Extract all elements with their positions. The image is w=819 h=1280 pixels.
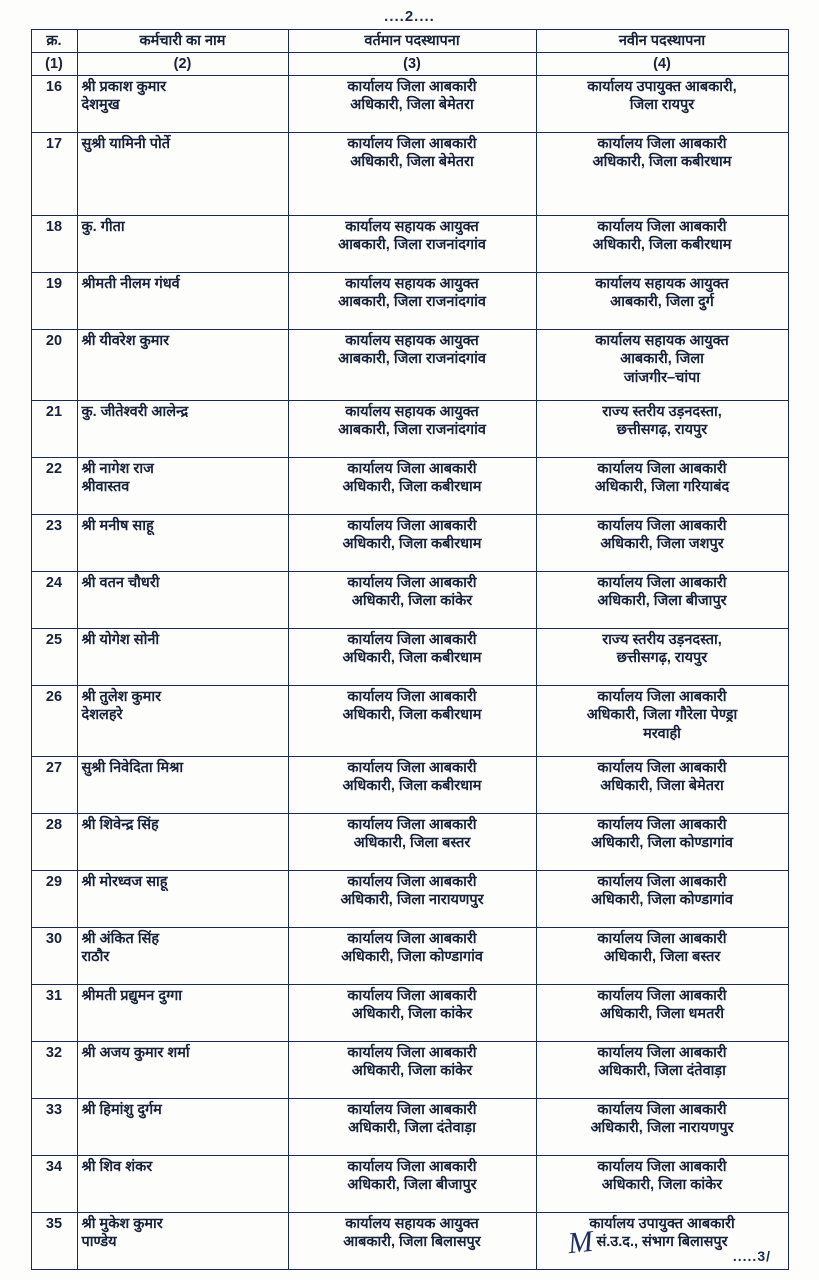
row-new-posting-line: अधिकारी, जिला कबीरधाम bbox=[592, 237, 732, 254]
row-new-posting bbox=[536, 928, 788, 985]
row-employee-name bbox=[77, 572, 288, 629]
row-current-posting bbox=[288, 330, 536, 401]
row-new-posting-line: कार्यालय सहायक आयुक्त bbox=[595, 276, 729, 293]
row-current-posting-line: कार्यालय जिला आबकारी bbox=[347, 79, 477, 96]
row-current-posting bbox=[288, 1156, 536, 1213]
row-new-posting-line: अधिकारी, जिला दंतेवाड़ा bbox=[598, 1063, 726, 1080]
table-row bbox=[31, 76, 788, 133]
table-row bbox=[31, 1099, 788, 1156]
row-current-posting bbox=[288, 572, 536, 629]
row-serial: 27 bbox=[31, 757, 77, 814]
row-employee-name-line: श्री मुकेश कुमार bbox=[81, 1216, 163, 1233]
row-new-posting-line: राज्य स्तरीय उड़नदस्ता, bbox=[602, 632, 722, 649]
row-current-posting-line: अधिकारी, जिला कोण्डागांव bbox=[341, 949, 483, 966]
row-employee-name bbox=[77, 757, 288, 814]
row-employee-name bbox=[77, 985, 288, 1042]
row-current-posting bbox=[288, 133, 536, 216]
row-employee-name-line: सुश्री निवेदिता मिश्रा bbox=[81, 760, 184, 777]
table-row bbox=[31, 629, 788, 686]
row-new-posting-line: कार्यालय जिला आबकारी bbox=[597, 988, 727, 1005]
row-new-posting-line: राज्य स्तरीय उड़नदस्ता, bbox=[602, 404, 722, 421]
row-serial: 33 bbox=[31, 1099, 77, 1156]
row-current-posting-line: कार्यालय जिला आबकारी bbox=[347, 575, 477, 592]
row-current-posting-line: अधिकारी, जिला कबीरधाम bbox=[342, 707, 482, 724]
row-current-posting bbox=[288, 757, 536, 814]
row-serial: 22 bbox=[31, 458, 77, 515]
row-new-posting-line: छत्तीसगढ़, रायपुर bbox=[616, 650, 708, 667]
row-employee-name bbox=[77, 1042, 288, 1099]
row-employee-name-line: श्री नागेश राज bbox=[81, 461, 154, 478]
row-new-posting-line: अधिकारी, जिला जशपुर bbox=[600, 536, 724, 553]
row-employee-name-line: कु. जीतेश्वरी आलेन्द्र bbox=[81, 404, 189, 421]
row-current-posting-line: कार्यालय जिला आबकारी bbox=[347, 817, 477, 834]
column-number-2: (2) bbox=[77, 53, 288, 76]
row-employee-name-line: श्रीमती प्रद्युमन दुग्गा bbox=[81, 988, 183, 1005]
row-employee-name bbox=[77, 814, 288, 871]
row-current-posting-line: अधिकारी, जिला नारायणपुर bbox=[340, 892, 484, 909]
row-new-posting-line: कार्यालय जिला आबकारी bbox=[597, 1045, 727, 1062]
row-serial: 23 bbox=[31, 515, 77, 572]
row-new-posting-line: कार्यालय जिला आबकारी bbox=[597, 461, 727, 478]
row-current-posting-line: कार्यालय जिला आबकारी bbox=[347, 1045, 477, 1062]
row-new-posting-line: आबकारी, जिला दुर्ग bbox=[610, 294, 714, 311]
row-new-posting bbox=[536, 273, 788, 330]
row-serial: 30 bbox=[31, 928, 77, 985]
row-new-posting bbox=[536, 133, 788, 216]
row-employee-name bbox=[77, 629, 288, 686]
row-employee-name-line: श्री शिवेन्द्र सिंह bbox=[81, 817, 159, 834]
row-new-posting-line: मरवाही bbox=[643, 725, 681, 742]
row-new-posting-line: कार्यालय जिला आबकारी bbox=[597, 136, 727, 153]
row-current-posting bbox=[288, 1042, 536, 1099]
row-current-posting-line: कार्यालय जिला आबकारी bbox=[347, 1102, 477, 1119]
row-current-posting bbox=[288, 216, 536, 273]
row-serial: 18 bbox=[31, 216, 77, 273]
signature-mark: M bbox=[566, 1224, 595, 1261]
row-current-posting-line: आबकारी, जिला राजनांदगांव bbox=[338, 294, 486, 311]
row-new-posting-line: सं.उ.द., संभाग बिलासपुर bbox=[596, 1234, 728, 1251]
row-current-posting-line: अधिकारी, जिला कांकेर bbox=[351, 593, 473, 610]
row-new-posting-line: कार्यालय जिला आबकारी bbox=[597, 931, 727, 948]
row-serial: 31 bbox=[31, 985, 77, 1042]
row-new-posting bbox=[536, 757, 788, 814]
row-new-posting-line: कार्यालय जिला आबकारी bbox=[597, 874, 727, 891]
table-row bbox=[31, 686, 788, 757]
row-serial: 32 bbox=[31, 1042, 77, 1099]
row-employee-name bbox=[77, 401, 288, 458]
row-new-posting-line: अधिकारी, जिला बीजापुर bbox=[597, 593, 727, 610]
row-new-posting bbox=[536, 401, 788, 458]
row-new-posting bbox=[536, 985, 788, 1042]
row-new-posting-line: जांजगीर–चांपा bbox=[623, 369, 701, 386]
row-new-posting-line: अधिकारी, जिला कांकेर bbox=[601, 1177, 723, 1194]
row-employee-name-line: श्री मनीष साहू bbox=[81, 518, 154, 535]
row-new-posting-line: आबकारी, जिला bbox=[620, 351, 704, 368]
row-current-posting-line: कार्यालय जिला आबकारी bbox=[347, 136, 477, 153]
row-serial: 19 bbox=[31, 273, 77, 330]
row-current-posting bbox=[288, 686, 536, 757]
row-current-posting-line: कार्यालय जिला आबकारी bbox=[347, 1159, 477, 1176]
table-body bbox=[31, 76, 788, 1270]
row-employee-name bbox=[77, 928, 288, 985]
row-current-posting-line: अधिकारी, जिला कबीरधाम bbox=[342, 536, 482, 553]
column-header-current-posting: वर्तमान पदस्थापना bbox=[288, 30, 536, 53]
row-new-posting-line: कार्यालय उपायुक्त आबकारी, bbox=[587, 79, 737, 96]
row-employee-name-line: श्री तुलेश कुमार bbox=[81, 689, 162, 706]
row-new-posting-line: अधिकारी, जिला कबीरधाम bbox=[592, 154, 732, 171]
column-header-serial: क्र. bbox=[31, 30, 77, 53]
row-employee-name-line: देशलहरे bbox=[81, 707, 123, 724]
row-serial: 20 bbox=[31, 330, 77, 401]
column-header-employee-name: कर्मचारी का नाम bbox=[77, 30, 288, 53]
row-new-posting-line: अधिकारी, जिला धमतरी bbox=[599, 1006, 725, 1023]
row-current-posting-line: अधिकारी, जिला बस्तर bbox=[353, 835, 471, 852]
table-row bbox=[31, 572, 788, 629]
row-employee-name-line: श्री यीवरेश कुमार bbox=[81, 333, 170, 350]
table-row bbox=[31, 928, 788, 985]
row-employee-name bbox=[77, 273, 288, 330]
row-employee-name-line: श्रीवास्तव bbox=[81, 479, 130, 496]
column-number-4: (4) bbox=[536, 53, 788, 76]
row-new-posting bbox=[536, 330, 788, 401]
row-new-posting bbox=[536, 814, 788, 871]
row-new-posting-line: कार्यालय जिला आबकारी bbox=[597, 1159, 727, 1176]
row-employee-name-line: श्रीमती नीलम गंधर्व bbox=[81, 276, 180, 293]
row-current-posting bbox=[288, 985, 536, 1042]
row-employee-name bbox=[77, 330, 288, 401]
row-new-posting-line: कार्यालय उपायुक्त आबकारी bbox=[589, 1216, 735, 1233]
row-serial: 25 bbox=[31, 629, 77, 686]
row-current-posting-line: कार्यालय सहायक आयुक्त bbox=[345, 404, 479, 421]
row-current-posting-line: कार्यालय जिला आबकारी bbox=[347, 632, 477, 649]
row-current-posting-line: अधिकारी, जिला बेमेतरा bbox=[350, 154, 474, 171]
row-employee-name-line: श्री प्रकाश कुमार bbox=[81, 79, 167, 96]
row-current-posting-line: अधिकारी, जिला कबीरधाम bbox=[342, 778, 482, 795]
column-header-new-posting: नवीन पदस्थापना bbox=[536, 30, 788, 53]
row-current-posting-line: अधिकारी, जिला कबीरधाम bbox=[342, 479, 482, 496]
row-employee-name-line: कु. गीता bbox=[81, 219, 125, 236]
table-row bbox=[31, 814, 788, 871]
row-new-posting bbox=[536, 871, 788, 928]
row-current-posting bbox=[288, 515, 536, 572]
row-employee-name bbox=[77, 1156, 288, 1213]
row-current-posting-line: आबकारी, जिला राजनांदगांव bbox=[338, 237, 486, 254]
row-employee-name bbox=[77, 133, 288, 216]
row-new-posting-line: कार्यालय जिला आबकारी bbox=[597, 575, 727, 592]
row-serial: 29 bbox=[31, 871, 77, 928]
row-current-posting bbox=[288, 814, 536, 871]
row-employee-name bbox=[77, 76, 288, 133]
row-employee-name-line: श्री अजय कुमार शर्मा bbox=[81, 1045, 190, 1062]
row-new-posting bbox=[536, 458, 788, 515]
transfer-order-table bbox=[31, 29, 789, 1270]
row-current-posting-line: अधिकारी, जिला कांकेर bbox=[351, 1063, 473, 1080]
row-employee-name-line: सुश्री यामिनी पोर्ते bbox=[81, 136, 171, 153]
table-row bbox=[31, 1042, 788, 1099]
row-new-posting-line: अधिकारी, जिला नारायणपुर bbox=[590, 1120, 734, 1137]
table-row bbox=[31, 515, 788, 572]
row-current-posting-line: कार्यालय जिला आबकारी bbox=[347, 760, 477, 777]
table-row bbox=[31, 458, 788, 515]
row-current-posting-line: अधिकारी, जिला कबीरधाम bbox=[342, 650, 482, 667]
row-serial: 28 bbox=[31, 814, 77, 871]
row-current-posting-line: कार्यालय सहायक आयुक्त bbox=[345, 1216, 479, 1233]
row-employee-name bbox=[77, 871, 288, 928]
table-row bbox=[31, 216, 788, 273]
column-number-3: (3) bbox=[288, 53, 536, 76]
table-header-row bbox=[31, 30, 788, 53]
row-new-posting bbox=[536, 572, 788, 629]
row-current-posting-line: अधिकारी, जिला बेमेतरा bbox=[350, 97, 474, 114]
row-employee-name bbox=[77, 216, 288, 273]
row-serial: 16 bbox=[31, 76, 77, 133]
row-current-posting bbox=[288, 401, 536, 458]
row-new-posting-line: कार्यालय जिला आबकारी bbox=[597, 219, 727, 236]
row-current-posting bbox=[288, 928, 536, 985]
row-new-posting-line: अधिकारी, जिला कोण्डागांव bbox=[591, 835, 733, 852]
row-new-posting-line: जिला रायपुर bbox=[629, 97, 695, 114]
row-new-posting-line: कार्यालय जिला आबकारी bbox=[597, 689, 727, 706]
row-serial: 34 bbox=[31, 1156, 77, 1213]
row-current-posting-line: कार्यालय जिला आबकारी bbox=[347, 461, 477, 478]
row-new-posting-line: कार्यालय सहायक आयुक्त bbox=[595, 333, 729, 350]
row-serial: 17 bbox=[31, 133, 77, 216]
row-new-posting-line: छत्तीसगढ़, रायपुर bbox=[616, 422, 708, 439]
row-new-posting-line: अधिकारी, जिला गौरेला पेण्ड्रा bbox=[586, 707, 738, 724]
row-current-posting-line: आबकारी, जिला राजनांदगांव bbox=[338, 422, 486, 439]
page-number: .....3/ bbox=[732, 1248, 771, 1264]
row-new-posting-line: अधिकारी, जिला बेमेतरा bbox=[600, 778, 724, 795]
row-current-posting-line: आबकारी, जिला राजनांदगांव bbox=[338, 351, 486, 368]
row-current-posting-line: कार्यालय सहायक आयुक्त bbox=[345, 333, 479, 350]
row-current-posting-line: आबकारी, जिला बिलासपुर bbox=[343, 1234, 481, 1251]
row-current-posting bbox=[288, 629, 536, 686]
table-row bbox=[31, 273, 788, 330]
row-new-posting bbox=[536, 686, 788, 757]
row-new-posting bbox=[536, 629, 788, 686]
row-current-posting-line: अधिकारी, जिला कांकेर bbox=[351, 1006, 473, 1023]
row-current-posting bbox=[288, 1099, 536, 1156]
row-new-posting bbox=[536, 1099, 788, 1156]
row-employee-name bbox=[77, 458, 288, 515]
table-row bbox=[31, 133, 788, 216]
row-employee-name-line: श्री अंकित सिंह bbox=[81, 931, 160, 948]
row-current-posting-line: अधिकारी, जिला दंतेवाड़ा bbox=[348, 1120, 476, 1137]
row-new-posting bbox=[536, 216, 788, 273]
row-new-posting-line: अधिकारी, जिला गरियाबंद bbox=[594, 479, 730, 496]
row-employee-name bbox=[77, 515, 288, 572]
table-row bbox=[31, 871, 788, 928]
page-header: ....2.... bbox=[384, 8, 435, 25]
table-column-number-row bbox=[31, 53, 788, 76]
row-current-posting-line: कार्यालय जिला आबकारी bbox=[347, 689, 477, 706]
row-current-posting bbox=[288, 273, 536, 330]
row-serial: 21 bbox=[31, 401, 77, 458]
row-employee-name-line: श्री वतन चौधरी bbox=[81, 575, 160, 592]
row-employee-name-line: श्री हिमांशु दुर्गम bbox=[81, 1102, 162, 1119]
table-row bbox=[31, 757, 788, 814]
row-new-posting-line: कार्यालय जिला आबकारी bbox=[597, 518, 727, 535]
row-new-posting-line: अधिकारी, जिला कोण्डागांव bbox=[591, 892, 733, 909]
table-row bbox=[31, 1156, 788, 1213]
row-employee-name-line: श्री मोरध्वज साहू bbox=[81, 874, 168, 891]
row-current-posting bbox=[288, 76, 536, 133]
row-employee-name-line: देशमुख bbox=[81, 97, 120, 114]
row-current-posting-line: कार्यालय सहायक आयुक्त bbox=[345, 219, 479, 236]
row-new-posting bbox=[536, 76, 788, 133]
row-current-posting-line: कार्यालय जिला आबकारी bbox=[347, 931, 477, 948]
row-new-posting-line: कार्यालय जिला आबकारी bbox=[597, 817, 727, 834]
table-row bbox=[31, 985, 788, 1042]
row-current-posting-line: कार्यालय जिला आबकारी bbox=[347, 988, 477, 1005]
row-new-posting bbox=[536, 515, 788, 572]
row-serial: 35 bbox=[31, 1213, 77, 1270]
row-new-posting bbox=[536, 1156, 788, 1213]
row-employee-name-line: पाण्डेय bbox=[81, 1234, 117, 1251]
row-employee-name bbox=[77, 1099, 288, 1156]
table-row bbox=[31, 330, 788, 401]
row-current-posting-line: कार्यालय जिला आबकारी bbox=[347, 518, 477, 535]
row-current-posting-line: कार्यालय सहायक आयुक्त bbox=[345, 276, 479, 293]
row-employee-name-line: राठौर bbox=[81, 949, 110, 966]
row-current-posting bbox=[288, 458, 536, 515]
row-new-posting-line: कार्यालय जिला आबकारी bbox=[597, 760, 727, 777]
table-row bbox=[31, 401, 788, 458]
row-employee-name-line: श्री शिव शंकर bbox=[81, 1159, 153, 1176]
row-new-posting-line: कार्यालय जिला आबकारी bbox=[597, 1102, 727, 1119]
row-serial: 26 bbox=[31, 686, 77, 757]
row-employee-name bbox=[77, 686, 288, 757]
row-current-posting-line: कार्यालय जिला आबकारी bbox=[347, 874, 477, 891]
row-serial: 24 bbox=[31, 572, 77, 629]
column-number-1: (1) bbox=[31, 53, 77, 76]
row-new-posting-line: अधिकारी, जिला बस्तर bbox=[603, 949, 721, 966]
row-current-posting bbox=[288, 871, 536, 928]
row-new-posting bbox=[536, 1042, 788, 1099]
row-employee-name-line: श्री योगेश सोनी bbox=[81, 632, 160, 649]
row-current-posting-line: अधिकारी, जिला बीजापुर bbox=[347, 1177, 477, 1194]
